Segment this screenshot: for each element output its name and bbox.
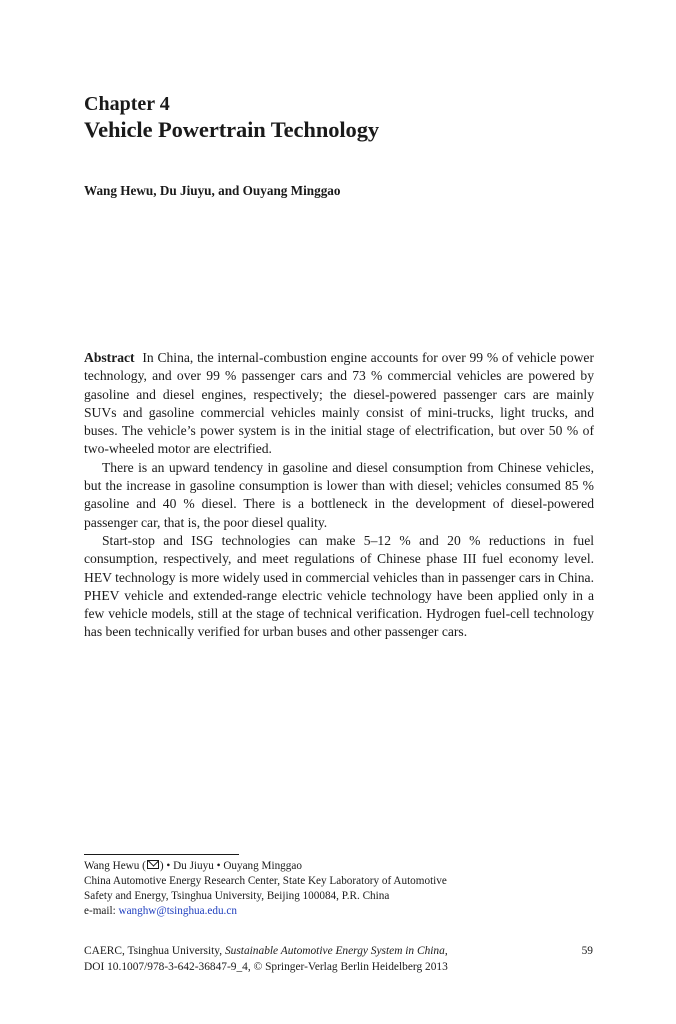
abstract-paragraph-2: There is an upward tendency in gasoline and diesel consumption from Chinese vehicles, but the increase in gasoline consumption is lower than with diesel; vehicles consumed 85 % gasoline and 40 % diesel. There is a bottleneck in the development of diesel-powered passenger car, that is, the poor diesel quality. bbox=[84, 459, 594, 530]
envelope-icon bbox=[147, 860, 159, 869]
footnote-coauthors: ) • Du Jiuyu • Ouyang Minggao bbox=[159, 860, 302, 872]
footnote-affiliation-line-1: China Automotive Energy Research Center, State Key Laboratory of Automotive bbox=[84, 875, 447, 887]
citation-source-line bbox=[84, 944, 594, 960]
footnote-first-author: Wang Hewu ( bbox=[84, 860, 146, 872]
email-link[interactable]: wanghw@tsinghua.edu.cn bbox=[118, 905, 237, 917]
footnote-affiliation-line-2: Safety and Energy, Tsinghua University, Beijing 100084, P.R. China bbox=[84, 890, 390, 902]
abstract bbox=[84, 349, 594, 642]
abstract-text-1: In China, the internal-combustion engine accounts for over 99 % of vehicle power technology, and over 99 % passenger cars and 73 % commercial vehicles are powered by gasoline and diesel engines, respectively; the diesel-powered passenger cars are mainly SUVs and gasoline commercial vehicles mainly consist of mini-trucks, light trucks, and buses. The vehicle’s power system is in the initial stage of electrification, but over 50 % of two-wheeled motor are electrified. bbox=[84, 350, 594, 457]
footnote-divider bbox=[84, 854, 239, 855]
book-title: Sustainable Automotive Energy System in China bbox=[224, 945, 445, 957]
citation-footer bbox=[84, 944, 594, 975]
authors: Wang Hewu, Du Jiuyu, and Ouyang Minggao bbox=[84, 183, 341, 198]
footnote-email-line bbox=[84, 904, 594, 919]
doi-line: DOI 10.1007/978-3-642-36847-9_4, © Springer-Verlag Berlin Heidelberg 2013 bbox=[84, 960, 448, 973]
abstract-label: Abstract bbox=[84, 350, 135, 365]
citation-source: CAERC, Tsinghua University, bbox=[84, 945, 225, 957]
abstract-paragraph-1 bbox=[84, 349, 594, 459]
footnote-names bbox=[84, 859, 594, 874]
chapter-title: Vehicle Powertrain Technology bbox=[84, 117, 380, 142]
chapter-label: Chapter 4 bbox=[84, 93, 170, 115]
page-number: 59 bbox=[581, 945, 593, 957]
abstract-paragraph-3: Start-stop and ISG technologies can make 5–12 % and 20 % reductions in fuel consumption, respectively, and meet regulations of Chinese phase III fuel economy level. HEV technology is more widely used in commercial vehicles than in passenger cars in China. PHEV vehicle and extended-range electric vehicle technology have been applied only in a few vehicle models, still at the stage of technical verification. Hydrogen fuel-cell technology has been technically verified for urban buses and other passenger cars. bbox=[84, 532, 594, 640]
email-label: e-mail: bbox=[84, 905, 119, 917]
citation-comma: , bbox=[444, 945, 448, 957]
author-footnote bbox=[84, 859, 594, 919]
